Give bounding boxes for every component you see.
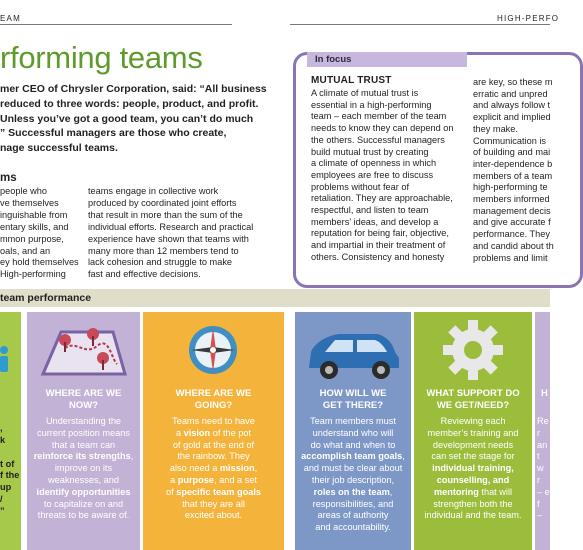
text-line	[0, 376, 21, 388]
text-line: members of a team	[473, 170, 553, 181]
text-line: improve on its	[54, 463, 113, 474]
body-column-2	[88, 186, 253, 281]
body-line: individual efforts. Research and practical	[88, 221, 254, 232]
text-line: counselling, and	[436, 474, 510, 485]
text-line: inter-dependence b	[473, 158, 553, 169]
text-line: also need a mission,	[169, 463, 258, 474]
text-line: member’s training and	[427, 427, 519, 438]
text-line	[0, 388, 21, 400]
text-line: and give accurate f	[473, 217, 551, 228]
text-line: development needs	[432, 439, 514, 450]
in-focus-column-1	[311, 88, 454, 264]
text-line: respectful, and listen to team	[311, 205, 429, 216]
text-line: performance. They	[473, 229, 550, 240]
body-line: inguishable from	[0, 209, 68, 220]
text-line: and impartial in their treatment of	[311, 240, 446, 251]
text-line: of gold at the end of	[172, 439, 255, 450]
text-line: responsibilities, and	[312, 498, 394, 509]
text-line: members informed	[473, 194, 550, 205]
text-line: and accountability.	[315, 522, 391, 533]
body-line: experience have shown that teams with	[88, 233, 249, 244]
text-line: erratic and unpred	[473, 88, 548, 99]
body-line: teams engage in collective work	[88, 186, 219, 196]
text-line: retaliation. They are approachable,	[311, 193, 453, 204]
body-line: people who	[0, 186, 47, 196]
card-body	[295, 416, 411, 534]
text-line: –	[537, 510, 543, 521]
text-line: their job description,	[311, 474, 395, 485]
section-subhead: ms	[0, 172, 17, 184]
card-heading	[143, 388, 284, 412]
in-focus-label: In focus	[315, 54, 352, 65]
running-head-left: EAM	[0, 14, 21, 23]
text-line: management decis	[473, 205, 551, 216]
text-line: r	[537, 474, 541, 485]
in-focus-heading: MUTUAL TRUST	[311, 75, 392, 86]
text-line: f the	[0, 470, 20, 481]
quote-line: mer CEO of Chrysler Corporation, said: “All business	[0, 83, 267, 95]
text-line: A climate of mutual trust is	[311, 88, 419, 98]
intro-quote	[0, 82, 267, 156]
text-line: problems without fear of	[311, 181, 410, 192]
text-line: r	[537, 427, 541, 438]
text-line: of building and mai	[473, 147, 551, 158]
text-line: that a team can	[51, 439, 116, 450]
text-line: reputation for being fair, objective,	[311, 228, 449, 239]
text-line: build mutual trust by creating	[311, 146, 429, 157]
text-line: of specific team goals	[166, 486, 261, 497]
in-focus-column-2	[473, 77, 554, 264]
card-partial-right	[535, 312, 550, 550]
text-line	[0, 447, 21, 459]
text-line: essential in a high-performing	[311, 99, 432, 110]
map-pins-icon	[27, 312, 140, 387]
header-rule-left	[0, 24, 232, 25]
body-line: ve themselves	[0, 197, 59, 208]
text-line: and always follow t	[473, 100, 551, 111]
card-what-support	[414, 312, 532, 550]
text-line: team – each member of the team	[311, 111, 447, 122]
text-line: that they are all	[182, 498, 245, 509]
text-line: they make.	[473, 123, 518, 134]
body-line: many more than 12 members tend to	[88, 245, 239, 256]
text-line: f	[537, 498, 540, 509]
text-line: employees are free to discuss	[311, 169, 434, 180]
compass-icon	[143, 312, 284, 387]
gear-icon	[414, 312, 532, 387]
text-line: a purpose, and a set	[170, 474, 257, 485]
text-line: mentoring that will	[433, 486, 513, 497]
card-heading	[535, 388, 550, 400]
text-line: and candid about th	[473, 240, 554, 251]
text-line: needs to know they can depend on	[311, 123, 454, 134]
text-line: WHAT SUPPORT DO	[426, 388, 520, 399]
text-line: ,	[0, 423, 3, 434]
body-line: produced by coordinated joint efforts	[88, 197, 237, 208]
header-rule-right	[290, 24, 550, 25]
text-line: are key, so these m	[473, 77, 553, 87]
text-line	[0, 411, 21, 423]
text-line: identify opportunities	[36, 486, 131, 497]
text-line: current position means	[37, 427, 130, 438]
text-line: Understanding the	[45, 416, 122, 426]
body-line: fast and effective decisions.	[88, 269, 201, 280]
text-line: roles on the team,	[313, 486, 393, 497]
text-line: others. Consistency and honesty	[311, 251, 445, 262]
body-line: mmon purpose,	[0, 233, 64, 244]
text-line: up	[0, 482, 12, 493]
card-how-will-we-get-there	[295, 312, 411, 550]
card-body	[27, 416, 140, 522]
text-line: Reviewing each	[440, 416, 506, 426]
text-line: WHERE ARE WE	[45, 388, 122, 399]
text-line: problems and limit	[473, 252, 548, 263]
text-line: reinforce its strengths,	[33, 451, 134, 462]
text-line: explicit and implied	[473, 112, 551, 123]
body-column-1	[0, 186, 79, 281]
running-head-right: HIGH-PERFO	[497, 14, 560, 23]
text-line: GET THERE?	[322, 400, 384, 411]
text-line: t of	[0, 458, 15, 469]
card-heading	[295, 388, 411, 412]
text-line: weaknesses, and	[48, 474, 119, 485]
text-line: k	[0, 434, 6, 445]
page-title: rforming teams	[0, 40, 203, 75]
body-line: that result in more than the sum of the	[88, 209, 243, 220]
text-line: WE GET/NEED?	[436, 400, 510, 411]
body-line: High-performing	[0, 269, 66, 280]
text-line: a vision of the pot	[175, 427, 252, 438]
band-title: team performance	[0, 292, 92, 304]
text-line: t	[537, 451, 540, 462]
text-line: WHERE ARE WE	[175, 388, 252, 399]
text-line: – e	[537, 486, 550, 497]
text-line: individual and the team.	[424, 510, 522, 521]
car-icon	[295, 312, 411, 387]
text-line: HOW WILL WE	[319, 388, 387, 399]
text-line	[0, 400, 21, 412]
text-line: and must be clear about	[303, 463, 403, 474]
body-line: entary skills, and	[0, 221, 69, 232]
text-line: NOW?	[68, 400, 99, 411]
text-line: Team members must	[310, 416, 396, 426]
card-purpose	[0, 312, 21, 550]
text-line: accomplish team goals,	[301, 451, 405, 462]
card-where-are-we-going	[143, 312, 284, 550]
text-line: Re	[537, 416, 549, 426]
text-line: ”	[0, 505, 5, 516]
card-heading	[27, 388, 140, 412]
text-line: /	[0, 493, 3, 504]
text-line: individual training,	[432, 463, 514, 474]
body-line: oals, and an	[0, 245, 51, 256]
text-line: areas of authority	[317, 510, 389, 521]
text-line: do what and when to	[310, 439, 396, 450]
body-line: lack cohesion and struggle to make	[88, 257, 233, 268]
card-body	[414, 416, 532, 522]
card-where-are-we-now	[27, 312, 140, 550]
text-line: can set the stage for	[431, 451, 515, 462]
text-line: the rainbow. They	[177, 451, 250, 462]
text-line: the others. Successful managers	[311, 134, 445, 145]
text-line: excited about.	[184, 510, 243, 521]
text-line: Communication is	[473, 135, 547, 146]
text-line: a climate of openness in which	[311, 158, 437, 169]
text-line: high-performing te	[473, 182, 548, 193]
quote-line: reduced to three words: people, product, and profit.	[0, 97, 259, 110]
text-line: GOING?	[194, 400, 233, 411]
card-body	[0, 376, 21, 518]
body-line: ey hold themselves	[0, 257, 79, 268]
card-body	[143, 416, 284, 522]
text-line: an	[537, 439, 548, 450]
text-line: understand who will	[312, 427, 394, 438]
text-line: members’ ideas, and develop a	[311, 216, 439, 227]
card-body	[535, 416, 550, 522]
text-line: to capitalize on and	[43, 498, 124, 509]
quote-line: Unless you’ve got a good team, you can’t do much	[0, 112, 254, 125]
text-line: threats to be aware of.	[37, 510, 130, 521]
quote-line: ” Successful managers are those who create,	[0, 127, 227, 140]
text-line: H	[541, 388, 548, 399]
text-line: strengthen both the	[433, 498, 513, 509]
text-line: w	[537, 463, 544, 474]
quote-line: nage successful teams.	[0, 142, 118, 155]
text-line: Teams need to have	[172, 416, 255, 426]
card-heading	[414, 388, 532, 412]
